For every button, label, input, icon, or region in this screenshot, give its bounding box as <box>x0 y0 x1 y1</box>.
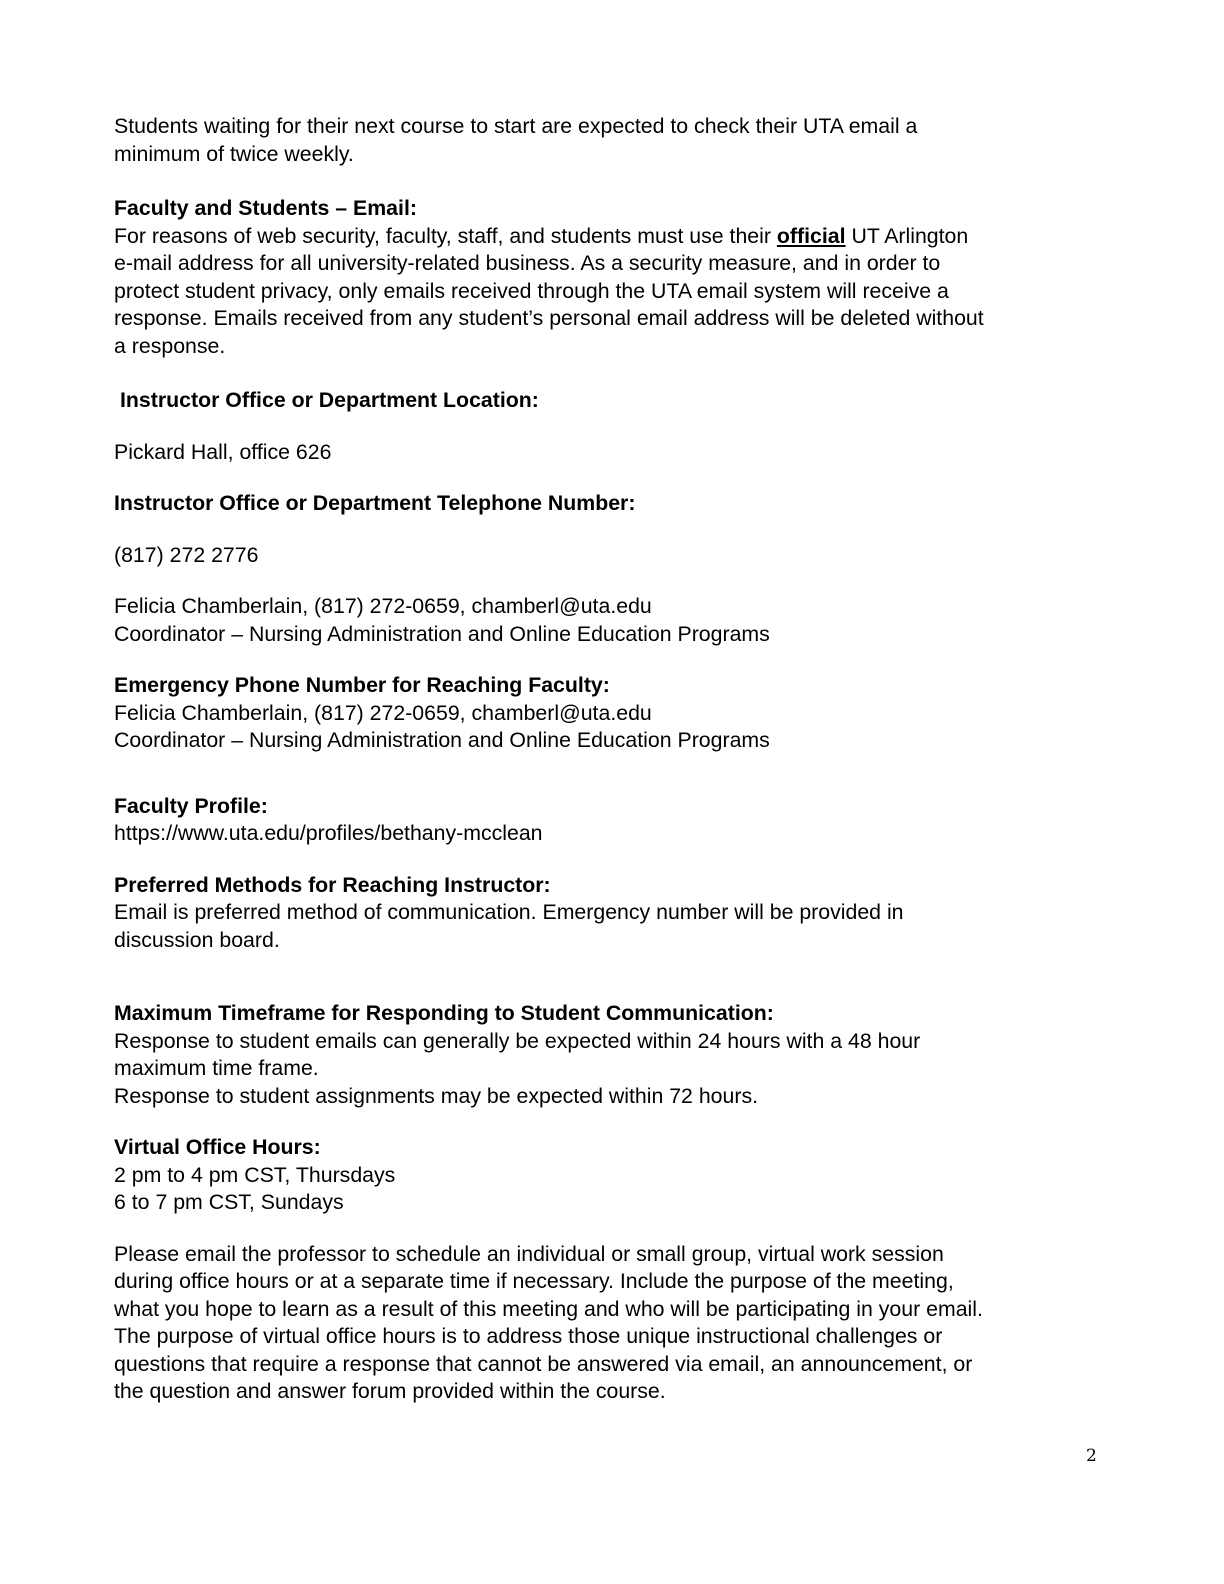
timeframe-line: Response to student assignments may be expected within 72 hours. <box>114 1083 759 1108</box>
preferred-methods-line: discussion board. <box>114 927 280 952</box>
office-location-heading: Instructor Office or Department Location: <box>120 388 539 412</box>
closing-paragraph-line: Please email the professor to schedule an individual or small group, virtual work session <box>114 1241 944 1266</box>
email-section-paragraph-line: response. Emails received from any student’s personal email address will be deleted without <box>114 306 984 330</box>
office-hours-line: 2 pm to 4 pm CST, Thursdays <box>114 1162 396 1187</box>
office-hours-heading: Virtual Office Hours: <box>114 1135 321 1159</box>
telephone-value: (817) 272 2776 <box>114 542 259 567</box>
email-section-paragraph-line: e-mail address for all university-related business. As a security measure, and in order to <box>114 251 941 275</box>
preferred-methods-line: Email is preferred method of communication. Emergency number will be provided in <box>114 900 904 924</box>
email-text: UT Arlington <box>845 223 969 248</box>
office-hours-line: 6 to 7 pm CST, Sundays <box>114 1190 344 1214</box>
timeframe-line: Response to student emails can generally be expected within 24 hours with a 48 hour <box>114 1028 921 1053</box>
email-section-paragraph-line: a response. <box>114 333 226 358</box>
intro-line: Students waiting for their next course to start are expected to check their UTA email a <box>114 114 918 138</box>
page-number: 2 <box>1086 1446 1097 1466</box>
email-section-paragraph-line <box>114 223 1104 251</box>
closing-paragraph-line: what you hope to learn as a result of this meeting and who will be participating in your email. <box>114 1296 983 1321</box>
document-page <box>114 113 1104 1406</box>
email-section-paragraph-line: protect student privacy, only emails received through the UTA email system will receive a <box>114 278 949 303</box>
faculty-profile-url: https://www.uta.edu/profiles/bethany-mcclean <box>114 821 543 845</box>
emergency-heading: Emergency Phone Number for Reaching Faculty: <box>114 673 610 697</box>
telephone-contact-role: Coordinator – Nursing Administration and Online Education Programs <box>114 621 770 646</box>
email-text: For reasons of web security, faculty, staff, and students must use their <box>114 223 777 248</box>
closing-paragraph-line: The purpose of virtual office hours is to address those unique instructional challenges or <box>114 1324 943 1348</box>
office-location-value: Pickard Hall, office 626 <box>114 439 332 464</box>
timeframe-heading: Maximum Timeframe for Responding to Student Communication: <box>114 1001 774 1025</box>
telephone-contact: Felicia Chamberlain, (817) 272-0659, chamberl@uta.edu <box>114 594 652 618</box>
closing-paragraph-line: the question and answer forum provided within the course. <box>114 1379 666 1403</box>
telephone-heading: Instructor Office or Department Telephone Number: <box>114 491 636 515</box>
faculty-profile-heading: Faculty Profile: <box>114 793 268 818</box>
preferred-methods-heading: Preferred Methods for Reaching Instructor: <box>114 872 551 897</box>
closing-paragraph-line: during office hours or at a separate time if necessary. Include the purpose of the meeting, <box>114 1269 954 1293</box>
official-emphasis: official <box>776 223 846 248</box>
emergency-contact-role: Coordinator – Nursing Administration and Online Education Programs <box>114 728 770 752</box>
timeframe-line: maximum time frame. <box>114 1056 319 1080</box>
intro-line: minimum of twice weekly. <box>114 141 354 166</box>
closing-paragraph-line: questions that require a response that cannot be answered via email, an announcement, or <box>114 1351 973 1376</box>
emergency-contact: Felicia Chamberlain, (817) 272-0659, chamberl@uta.edu <box>114 700 652 725</box>
email-section-heading: Faculty and Students – Email: <box>114 196 417 220</box>
